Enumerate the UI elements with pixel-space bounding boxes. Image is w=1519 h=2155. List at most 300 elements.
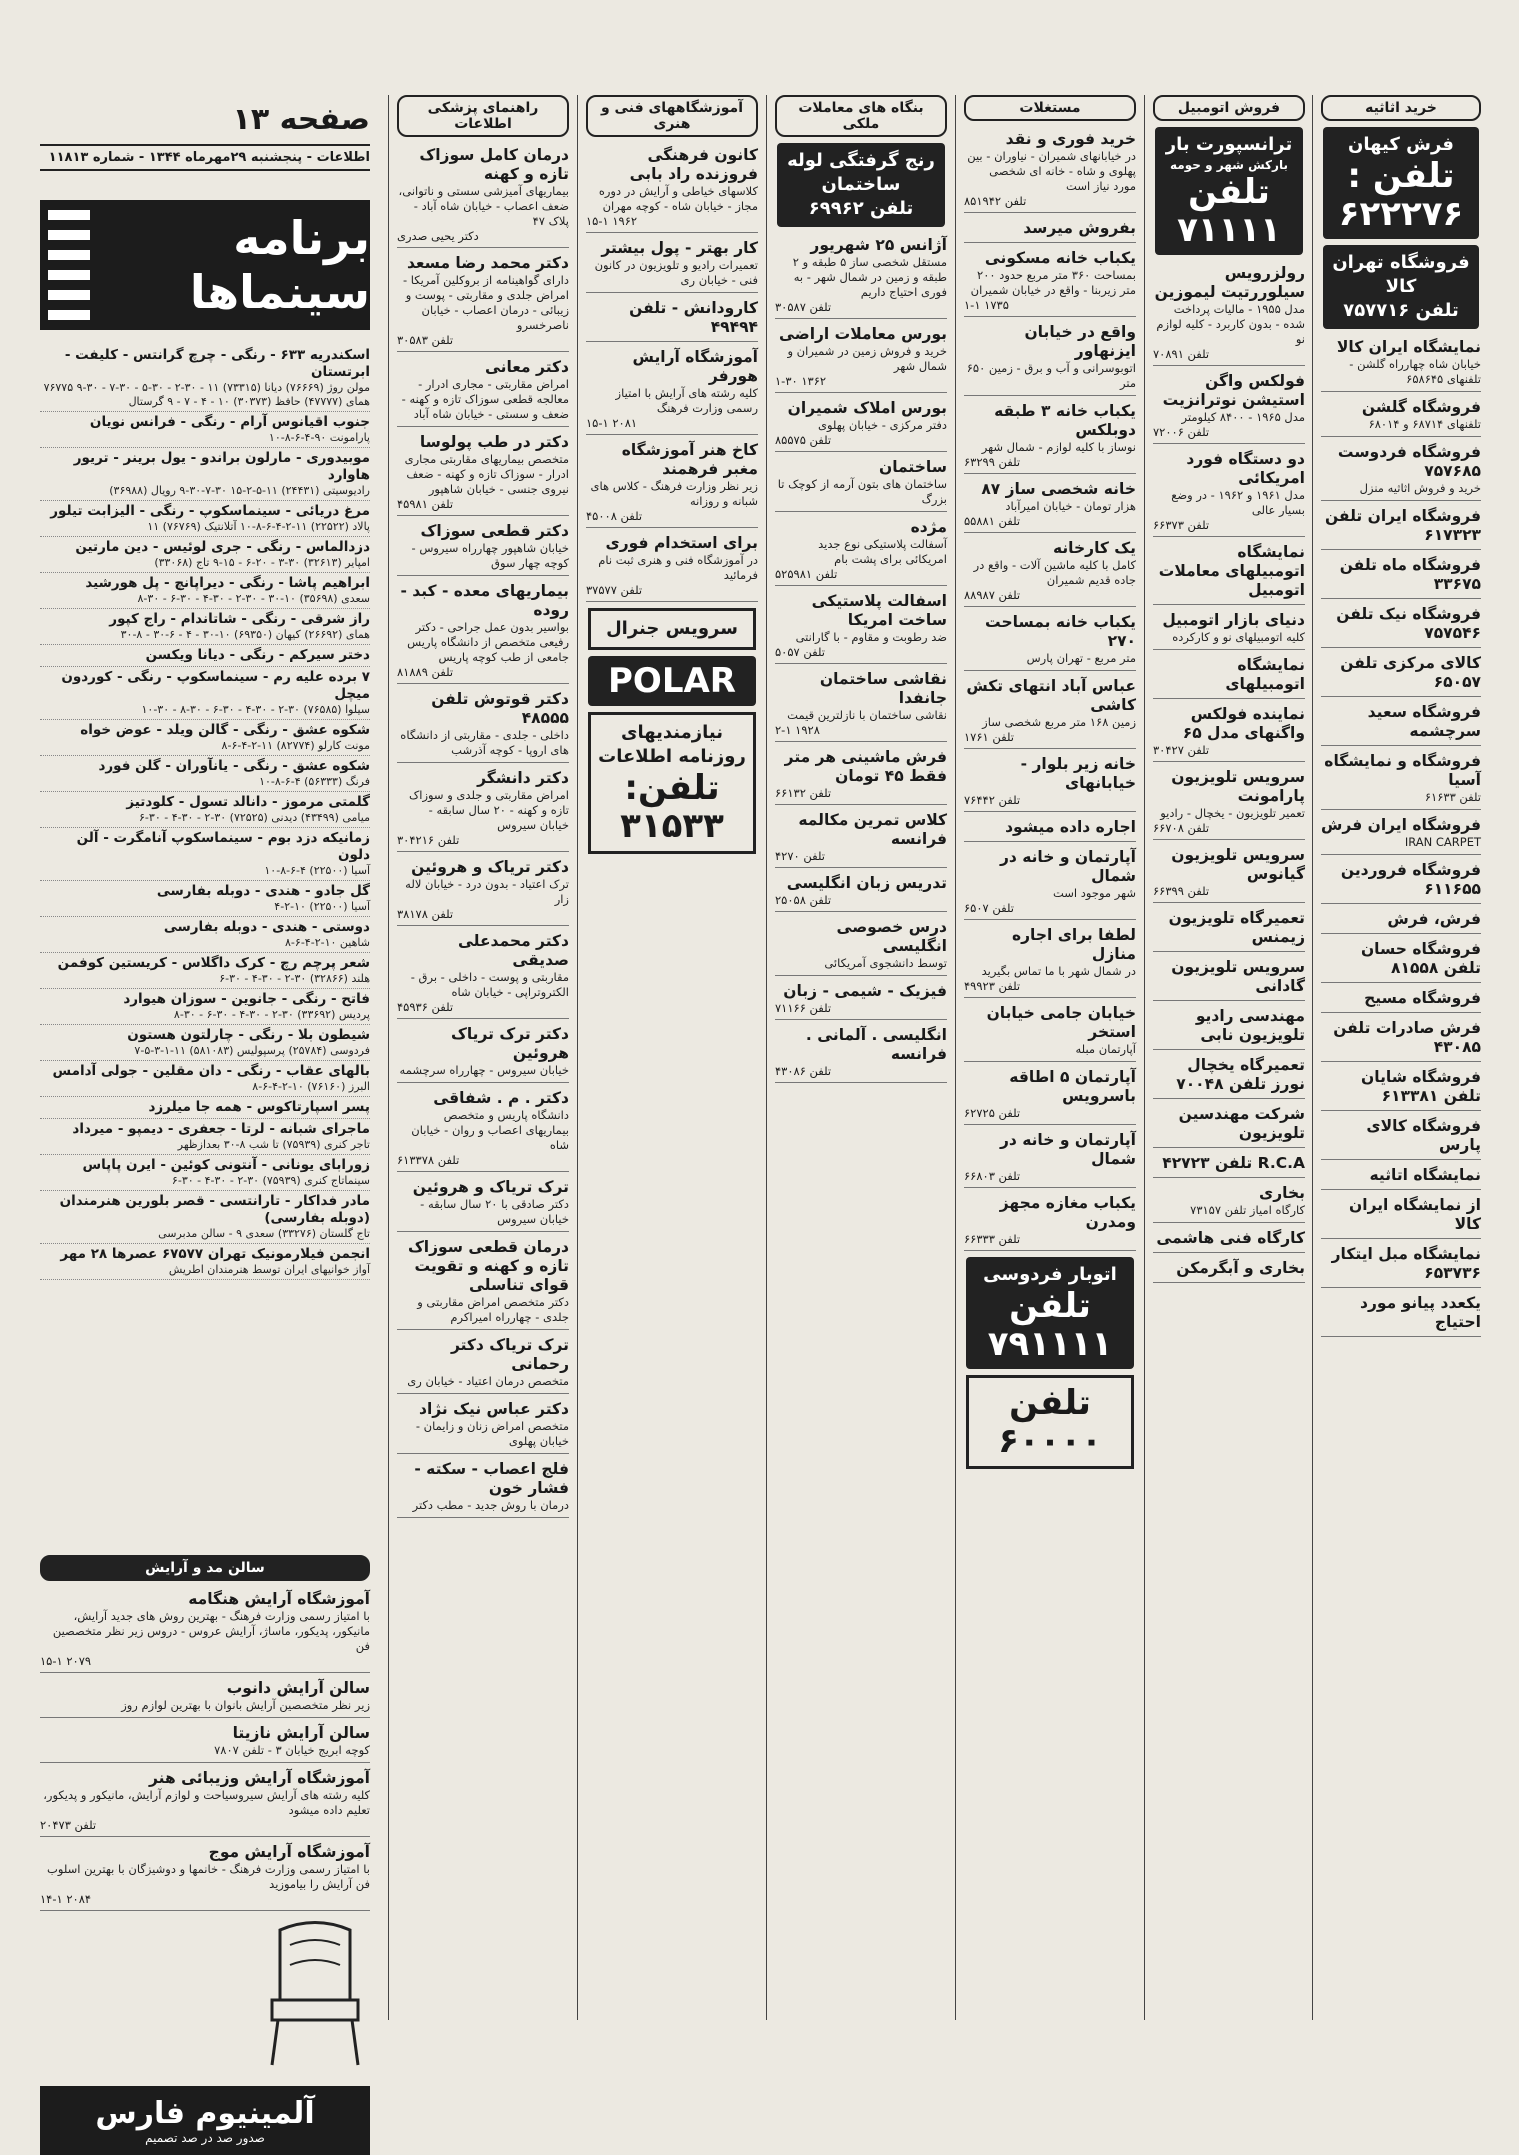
ad-title: یکباب مغازه مجهز ومدرن: [999, 1194, 1136, 1231]
ferdowsi-name: اتوبار فردوسی: [983, 1264, 1117, 1285]
carpet-ad: [1323, 127, 1479, 239]
classified-ad: [1153, 1226, 1305, 1253]
classified-ad: [1153, 369, 1305, 444]
ad-contact: تلفن ۳۰۵۸۳: [397, 333, 454, 347]
classified-ad: [586, 345, 758, 435]
classified-ad: [775, 396, 947, 452]
ad-title: آموزشگاه آرایش موج: [208, 1843, 370, 1861]
cinema-entry: [40, 756, 370, 792]
ad-title: کاخ هنر آموزشگاه مغبر فرهمند: [621, 441, 758, 478]
ad-title: ترک تریاک و هروئین: [412, 1178, 569, 1196]
classified-ad: [1153, 765, 1305, 840]
classified-ad: [1321, 335, 1481, 392]
ad-body: متخصص امراض زنان و زایمان - خیابان پهلوی: [415, 1419, 569, 1448]
ad-body: مدل ۱۹۶۱ و ۱۹۶۲ - در وضع بسیار عالی: [1171, 488, 1305, 517]
ad-body: در شمال شهر با ما تماس بگیرید: [981, 964, 1136, 978]
cinema-schedule: آسیا (۲۲۵۰۰) ۴-۶-۸-۱۰: [264, 864, 370, 877]
classified-ad: [586, 438, 758, 528]
classified-ad: [964, 536, 1136, 607]
roof-ad: [777, 143, 945, 227]
ad-contact: تلفن ۵۲۵۹۸۱: [775, 567, 838, 581]
ad-body: داخلی - جلدی - مقاربتی از دانشگاه های اروپا - کوچه آذرشب: [400, 728, 569, 757]
classified-ad: [1153, 1053, 1305, 1099]
classified-ad: [1321, 1193, 1481, 1239]
ad-contact: تلفن ۷۱۱۶۶: [775, 1001, 832, 1015]
ad-contact: تلفن ۸۸۹۸۷: [964, 588, 1021, 602]
cinema-entry: [40, 917, 370, 953]
ad-title: درس خصوصی انگلیسی: [836, 918, 947, 955]
ad-title: کلاس تمرین مکالمه فرانسه: [798, 811, 947, 848]
classified-ad: [1321, 1114, 1481, 1160]
ad-title: فرش ماشینی هر متر فقط ۴۵ تومان: [784, 748, 947, 785]
cinema-entry: [40, 1061, 370, 1097]
ad-title: نمایشگاه اتومبیلهای: [1225, 656, 1305, 693]
ad-title: مهندسی رادیو تلویزیون نابی: [1195, 1007, 1305, 1044]
ad-body: کامل با کلیه ماشین آلات - واقع در جاده قدیم شمیران: [973, 558, 1136, 587]
classified-ad: [1153, 261, 1305, 366]
transport-ad: [1155, 127, 1303, 255]
classified-ad: [964, 246, 1136, 317]
classified-ad: [397, 251, 569, 352]
cinema-film-name: زورابای یونانی - آنتونی کوئین - ایرن پاپاس: [82, 1157, 370, 1173]
transport-sub: بارکش شهر و حومه: [1170, 158, 1288, 172]
classified-ad: [1321, 440, 1481, 501]
ad-contact: تلفن ۸۵۱۹۴۲: [964, 194, 1027, 208]
classified-ad: [1153, 702, 1305, 762]
salon-ad: [40, 1721, 370, 1763]
classified-ad: [775, 915, 947, 976]
ad-contact: تلفن ۳۰۴۲۷: [1153, 743, 1210, 757]
classified-ad: [1321, 858, 1481, 904]
ad-title: آموزشگاه آرایش هنگامه: [188, 1590, 370, 1608]
ad-body: ترک اعتیاد - بدون درد - خیابان لاله زار: [405, 877, 569, 906]
tehran-kala-ad: [1323, 245, 1479, 329]
cinema-entry: [40, 1119, 370, 1155]
classified-ad: [397, 687, 569, 763]
cinema-entry: [40, 345, 370, 412]
ad-title: نمایشگاه ایران کالا: [1336, 338, 1481, 356]
classified-ad: [397, 1086, 569, 1172]
ad-title: مژده: [910, 518, 947, 536]
column-header: راهنمای پزشکی اطلاعات: [397, 95, 569, 137]
tehran-kala-phone: تلفن ۷۵۷۷۱۶: [1343, 300, 1459, 321]
ad-contact: تلفن ۲۰۴۷۳: [40, 1818, 97, 1832]
ad-body: خیابان سیروس - چهارراه سرچشمه: [399, 1063, 569, 1077]
ad-title: سالن آرایش دانوب: [226, 1679, 370, 1697]
cinema-film-name: ۷ برده علیه رم - سینماسکوپ - رنگی - کوردون میچل: [61, 669, 370, 702]
classified-ad: [964, 1128, 1136, 1188]
cinema-schedule: البرز (۷۶۱۶۰) ۱۰-۲-۴-۶-۸: [252, 1080, 370, 1093]
ad-title: کانون فرهنگی فروزنده راد بابی: [629, 146, 758, 183]
cinema-title: برنامه سینماها: [189, 211, 370, 319]
ad-title: خیابان جامی خیابان استخر: [986, 1004, 1136, 1041]
chair-icon: [260, 1920, 370, 2070]
ad-title: کار بهتر - پول بیشتر: [601, 239, 758, 257]
ad-body: کارگاه امیاز تلفن ۷۳۱۵۷: [1190, 1203, 1305, 1217]
ad-title: خانه زیر بلوار - خیابانهای: [1020, 755, 1136, 792]
classified-ad: [397, 579, 569, 684]
classified-ad: [964, 127, 1136, 213]
salon-section: [40, 1555, 370, 2145]
classified-ad: [1153, 1181, 1305, 1223]
ad-body: کوچه ابریج خیابان ۳ - تلفن ۷۸۰۷: [214, 1743, 370, 1757]
ad-title: اسفالت پلاستیکی ساخت امریکا: [811, 592, 947, 629]
cinema-film-name: موبیدوری - مارلون براندو - یول برینر - تریور هاوارد: [73, 450, 370, 483]
ad-title: درمان قطعی سوزاک تازه و کهنه و تقویت قوای تناسلی: [407, 1238, 569, 1294]
ad-title: ساختمان: [878, 458, 947, 476]
ad-title: دکتر محمدعلی صدیقی: [457, 932, 569, 969]
ad-body: دفتر مرکزی - خیابان پهلوی: [817, 418, 947, 432]
ad-title: دکتر قطعی سوزاک: [420, 522, 569, 540]
ad-title: فیزیک - شیمی - زبان: [783, 982, 947, 1000]
cinema-film-name: شکوه عشق - رنگی - گالن ویلد - عوض خواه: [80, 722, 370, 738]
cinema-schedule: سیلوا (۷۶۵۸۵) ۳۰-۲ - ۳۰-۴ - ۳۰-۶ - ۳۰-۸ - ۳۰-۱۰: [141, 703, 370, 716]
ad-body: امراض مقاربتی - مجاری ادرار - معالجه قطعی سوزاک تازه و کهنه - ضعف و سستی - خیابان شاه آباد: [401, 377, 569, 421]
ad-title: یکباب خانه بمساحت ۲۷۰: [985, 613, 1136, 650]
ad-body: متخصص درمان اعتیاد - خیابان ری: [407, 1374, 569, 1388]
ad-body: تعمیر تلویزیون - یخچال - رادیو: [1160, 806, 1305, 820]
classified-ad: [397, 855, 569, 926]
classified-ad: [586, 296, 758, 342]
classified-ad: [1321, 907, 1481, 934]
classified-ad: [1153, 1004, 1305, 1050]
cinema-film-name: دوستی - هندی - دوبله بفارسی: [163, 919, 370, 935]
ad-title: فروشگاه فروردین ۶۱۱۶۵۵: [1340, 861, 1481, 898]
classified-ad: [964, 1065, 1136, 1125]
ad-title: رولزرویس سیلوررتیت لیموزین: [1154, 264, 1305, 301]
cinema-schedule: تاجر کنری (۷۵۹۳۹) تا شب ۸-۳۰ بعدازظهر: [177, 1138, 370, 1151]
big-phone-ad: [966, 1375, 1134, 1469]
masthead: [40, 100, 370, 171]
ad-body: بیماریهای آمیزشی سستی و ناتوانی، ضعف اعصاب - خیابان شاه آباد - پلاک ۴۷: [398, 184, 569, 228]
ad-body: درمان با روش جدید - مطب دکتر: [412, 1498, 569, 1512]
cinema-entry: [40, 828, 370, 881]
cinema-entry: [40, 537, 370, 573]
ad-body: کلیه رشته های آرایش با امتیاز رسمی وزارت فرهنگ: [615, 386, 758, 415]
ad-contact: تلفن ۴۳۰۸۶: [775, 1064, 832, 1078]
ad-title: فروشگاه گلشن: [1361, 398, 1481, 416]
column-divider: [766, 95, 767, 2020]
column-divider: [1144, 95, 1145, 2020]
ad-contact: تلفن ۳۰۵۸۷: [775, 300, 832, 314]
classified-ad: [1153, 540, 1305, 605]
ad-body: اتوبوسرانی و آب و برق - زمین ۶۵۰ متر: [966, 361, 1136, 390]
big-phone: تلفن ۶۰۰۰۰: [998, 1383, 1102, 1461]
column-divider: [1312, 95, 1313, 2020]
ad-contact: تلفن ۳۷۵۷۷: [586, 583, 643, 597]
salon-ad: [40, 1587, 370, 1673]
ad-contact: تلفن ۶۱۳۳۷۸: [397, 1153, 460, 1167]
ad-body: مدل ۱۹۵۵ - مالیات پرداخت شده - بدون کاربرد - کلیه لوازم نو: [1156, 302, 1305, 346]
ad-title: کارگاه فنی هاشمی: [1156, 1229, 1305, 1247]
classified-ad: [397, 143, 569, 248]
cinema-listings: [40, 345, 370, 1545]
ad-title: عباس آباد انتهای تکش کاشی: [966, 677, 1136, 714]
cinema-entry: [40, 1097, 370, 1119]
ad-body: کلیه رشته های آرایش سیروسیاحت و لوازم آرایش، مانیکور و پدیکور، تعلیم داده میشود: [43, 1788, 370, 1817]
classified-ad: [1153, 447, 1305, 537]
classified-ad: [397, 1175, 569, 1232]
classified-ad: [1321, 395, 1481, 437]
ad-body: دکتر صادقی با ۲۰ سال سابقه - خیابان سیروس: [420, 1197, 569, 1226]
classified-ad: [1153, 653, 1305, 699]
classified-ad: [397, 1333, 569, 1394]
classified-ad: [1153, 1102, 1305, 1148]
cinema-schedule: پالاد (۲۲۵۲۲) ۱۱-۲-۴-۶-۸-۱۰ آتلانتیک (۷۶۷۶۹) ۱۱: [147, 520, 370, 533]
classified-ad: [964, 923, 1136, 998]
ad-title: فروشگاه ایران تلفن ۶۱۷۳۲۳: [1324, 507, 1481, 544]
classified-ad: [1321, 813, 1481, 855]
ad-contact: تلفن ۴۲۷۰: [775, 849, 825, 863]
cinema-film-name: بالهای عقاب - رنگی - دان مقلین - جولی آدامس: [52, 1063, 370, 1079]
classified-ad: [586, 236, 758, 293]
aluminum-ad: [40, 2086, 370, 2155]
ad-contact: تلفن ۶۲۷۲۵: [964, 1106, 1021, 1120]
cinema-schedule: پارامونت ۹۰-۴-۶-۸-۱۰: [268, 431, 370, 444]
ad-title: فروشگاه مسیح: [1364, 989, 1481, 1007]
ad-title: آژانس ۲۵ شهریور: [810, 236, 947, 254]
polar-ad: [588, 656, 756, 706]
classified-ad: [1153, 955, 1305, 1001]
ad-body: شهر موجود است: [1053, 886, 1136, 900]
general-name: سرویس جنرال: [606, 618, 738, 639]
ad-title: یکعدد پیانو مورد احتیاج: [1360, 1294, 1481, 1331]
classified-ad: [1321, 504, 1481, 550]
ad-contact: تلفن ۳۰۴۲۱۶: [397, 833, 460, 847]
ad-title: سرویس تلویزیون گادانی: [1171, 958, 1305, 995]
ad-title: دو دستگاه فورد امریکائی: [1186, 450, 1305, 487]
ad-contact: تلفن ۷۶۴۴۲: [964, 793, 1021, 807]
ad-title: سرویس تلویزیون گیانوس: [1171, 846, 1305, 883]
ad-body: کلیه اتومبیلهای نو و کارکرده: [1172, 630, 1305, 644]
ad-title: اجاره داده میشود: [1005, 818, 1136, 836]
column-medical: [392, 95, 574, 2025]
ad-body: خیابان شاه چهارراه گلشن - تلفنهای ۶۵۸۶۴۵: [1349, 357, 1481, 386]
classified-ad: [1153, 906, 1305, 952]
salon-ad: [40, 1840, 370, 1911]
classified-ad: [775, 871, 947, 912]
ad-title: دکتر محمد رضا مسعد: [406, 254, 569, 272]
classified-ad: [775, 322, 947, 393]
ad-body: در خیابانهای شمیران - نیاوران - بین پهلوی و شاه - خانه ای شخصی مورد نیاز است: [967, 149, 1136, 193]
cinema-film-name: ماجرای شبانه - لرتا - جعفری - دیمپو - میرداد: [72, 1121, 370, 1137]
ad-body: نوساز با کلیه لوازم - شمال شهر: [981, 440, 1136, 454]
cinema-entry: [40, 881, 370, 917]
needs-phone: تلفن: ۳۱۵۳۳: [620, 768, 724, 846]
cinema-schedule: فرنگ (۵۶۳۳۳) ۴-۶-۸-۱۰: [259, 775, 370, 788]
ad-title: آپارتمان و خانه در شمال: [999, 1131, 1136, 1168]
cinema-film-name: گل جادو - هندی - دوبله بفارسی: [156, 883, 370, 899]
ad-contact: تلفن ۱۷۶۱: [964, 730, 1014, 744]
ad-contact: تلفن ۸۵۵۷۵: [775, 433, 832, 447]
cinema-schedule: هلند (۳۲۸۶۶) ۳۰-۲ - ۳۰-۴ - ۳۰-۶: [219, 972, 370, 985]
ferdowsi-phone: تلفن ۷۹۱۱۱۱: [987, 1286, 1113, 1364]
cinema-banner: [40, 200, 370, 330]
ad-title: فرش، فرش: [1387, 910, 1481, 928]
ferdowsi-ad: [966, 1257, 1134, 1369]
ad-title: یکباب خانه ۳ طبقه دوبلکس: [994, 402, 1136, 439]
polar-name: POLAR: [608, 661, 736, 701]
column-cars: [1148, 95, 1310, 2025]
classified-ad: [964, 815, 1136, 842]
classified-ad: [1321, 1065, 1481, 1111]
classified-ad: [1153, 608, 1305, 650]
column-header: بنگاه های معاملات ملکی: [775, 95, 947, 137]
classified-ad: [775, 667, 947, 742]
ad-title: دکتر دانشگر: [477, 769, 569, 787]
ad-title: فلج اعصاب - سکته - فشار خون: [414, 1460, 569, 1497]
film-strip-icon: [48, 210, 90, 320]
classified-ad: [1321, 700, 1481, 746]
ad-title: یکباب خانه مسکونی: [984, 249, 1136, 267]
ad-contact: تلفن ۶۶۳۷۳: [1153, 518, 1210, 532]
cinema-film-name: فاتح - رنگی - جانوین - سوزان هیوارد: [123, 991, 370, 1007]
classified-ad: [397, 1457, 569, 1518]
carpet-name: فرش کیهان: [1348, 134, 1454, 155]
page-number: صفحه ۱۳: [232, 102, 370, 137]
ad-title: تدریس زبان انگلیسی: [786, 874, 947, 892]
ad-title: دکتر قوتوش تلفن ۴۸۵۵۵: [431, 690, 569, 727]
ad-contact: ۱-۱ ۱۷۳۵: [964, 298, 1009, 312]
cinema-entry: [40, 1025, 370, 1061]
classified-ad: [1153, 1256, 1305, 1283]
cinema-film-name: گلمتی مرموز - دانالد تسول - کلودتیز: [126, 794, 370, 810]
column-header: فروش اتومبیل: [1153, 95, 1305, 121]
cinema-film-name: جنوب اقیانوس آرام - رنگی - فرانس نویان: [89, 414, 370, 430]
column-furniture: [1316, 95, 1486, 2025]
ad-title: دکتر تریاک و هروئین: [411, 858, 569, 876]
column-divider: [388, 95, 389, 2020]
ad-title: سرویس تلویزیون پارامونت: [1171, 768, 1305, 805]
salon-ad: [40, 1766, 370, 1837]
classified-ad: [1321, 937, 1481, 983]
ad-title: تعمیرگاه یخچال نورز تلفن ۷۰۰۴۸: [1176, 1056, 1305, 1093]
ad-contact: تلفن ۴۵۹۸۱: [397, 497, 454, 511]
ad-title: شرکت مهندسین تلویزیون: [1178, 1105, 1305, 1142]
ad-body: خرید و فروش زمین در شمیران و شمال شهر: [787, 344, 947, 373]
cinema-entry: [40, 645, 370, 667]
ad-body: IRAN CARPET: [1404, 835, 1481, 849]
ad-title: فروشگاه شایان تلفن ۶۱۳۳۸۱: [1361, 1068, 1481, 1105]
ad-contact: تلفن ۵۵۸۸۱: [964, 514, 1021, 528]
classified-ad: [964, 477, 1136, 533]
ad-title: آپارتمان ۵ اطاقه باسرویس: [1009, 1068, 1136, 1105]
ad-title: کالای مرکزی تلفن ۶۵۰۵۷: [1340, 654, 1481, 691]
ad-contact: ۱۵-۱ ۲۰۷۹: [40, 1654, 92, 1668]
cinema-entry: [40, 501, 370, 537]
ad-body: زیر نظر متخصصین آرایش بانوان با بهترین لوازم روز: [121, 1698, 370, 1712]
classified-ad: [964, 399, 1136, 474]
carpet-phone: تلفن : ۶۲۲۲۷۶: [1338, 156, 1464, 234]
cinema-entry: [40, 1244, 370, 1280]
ad-title: آموزشگاه آرایش وزیبائی هنر: [149, 1769, 370, 1787]
cinema-entry: [40, 667, 370, 720]
cinema-film-name: مرغ دریائی - سینماسکوپ - رنگی - الیزابت تیلور: [50, 503, 370, 519]
ad-title: نمایشگاه اتاثیه: [1369, 1166, 1481, 1184]
ad-title: از نمایشگاه ایران کالا: [1349, 1196, 1481, 1233]
salon-header: سالن مد و آرایش: [40, 1555, 370, 1581]
ad-title: آموزشگاه آرایش هورفر: [632, 348, 758, 385]
aluminum-name: آلمینیوم فارس: [95, 2096, 315, 2131]
ad-title: دکتر عباس نیک نژاد: [419, 1400, 569, 1418]
classified-ad: [586, 143, 758, 233]
cinema-schedule: رادیوسیتی (۲۴۴۳۱) ۱۱-۵-۲-۱۵ ۳۰-۷-۳۰-۹ رویال (۳۶۹۸۸): [109, 484, 370, 497]
column-arts: [581, 95, 763, 2025]
ad-contact: ۱۵-۱ ۲۰۸۱: [586, 416, 638, 430]
cinema-entry: [40, 448, 370, 501]
ad-body: متر مربع - تهران پارس: [1026, 651, 1136, 665]
ad-contact: ۲-۱ ۱۹۲۸: [775, 723, 820, 737]
ad-contact: ۱-۳۰ ۱۳۶۲: [775, 374, 827, 388]
ad-title: واقع در خیابان ایزنهاور: [1024, 323, 1136, 360]
classified-ad: [775, 515, 947, 586]
ad-contact: تلفن ۶۶۳۳۳: [964, 1232, 1021, 1246]
ad-title: فروشگاه ایران فرش: [1321, 816, 1481, 834]
ad-title: دکتر . م . شفاقی: [433, 1089, 569, 1107]
ad-title: فرش صادرات تلفن ۴۳۰۸۵: [1333, 1019, 1481, 1056]
cinema-film-name: شکوه عشق - رنگی - یانآوران - گلن فورد: [98, 758, 370, 774]
ad-contact: دکتر یحیی صدری: [397, 229, 479, 243]
ad-body: توسط دانشجوی آمریکائی: [824, 956, 947, 970]
classified-ad: [964, 845, 1136, 920]
classified-ad: [397, 1022, 569, 1083]
ad-contact: ۱۴-۱ ۲۰۸۴: [40, 1892, 92, 1906]
ad-title: بخاری و آبگرمکن: [1176, 1259, 1305, 1277]
ad-body: زمین ۱۶۸ متر مربع شخصی ساز: [982, 715, 1136, 729]
ad-title: خرید فوری و نقد: [1005, 130, 1136, 148]
ad-contact: تلفن ۳۸۱۷۸: [397, 907, 454, 921]
cinema-schedule: امپایر (۳۲۶۱۳) ۳۰-۳ - ۲۰-۶ - ۱۵-۹ تاج (۳۳۰۶۸): [154, 556, 370, 569]
salon-ads: [40, 1587, 370, 1911]
classified-ad: [1321, 986, 1481, 1013]
column-divider: [955, 95, 956, 2020]
ad-body: با امتیاز رسمی وزارت فرهنگ - خانمها و دوشیزگان با بهترین اسلوب فن آرایش را بیاموزید: [47, 1862, 370, 1891]
classified-ad: [1321, 651, 1481, 697]
cinema-film-name: دختر سیرکم - رنگی - دیانا ویکسن: [145, 647, 370, 663]
ad-title: دکتر معانی: [484, 358, 569, 376]
cinema-schedule: مونت کارلو (۸۲۷۷۴) ۱۱-۲-۴-۶-۸: [221, 739, 370, 752]
ad-contact: تلفن ۲۵۰۵۸: [775, 893, 832, 907]
ad-title: ترک تریاک دکتر رحمانی: [450, 1336, 569, 1373]
ad-title: بورس املاک شمیران: [787, 399, 947, 417]
cinema-entry: [40, 792, 370, 828]
ad-body: مستقل شخصی ساز ۵ طبقه و ۲ طبقه و زمین در شمال شهر - به فوری احتیاج داریم: [792, 255, 947, 299]
ad-contact: تلفن ۶۶۸۰۳: [964, 1169, 1021, 1183]
classified-ad: [397, 355, 569, 427]
ad-body: نقاشی ساختمان با نازلترین قیمت: [787, 708, 947, 722]
cinema-film-name: ابراهیم پاشا - رنگی - دیراپانچ - پل هورشید: [85, 575, 370, 591]
ad-title: نمایشگاه اتومبیلهای معاملات اتومبیل: [1158, 543, 1305, 599]
ad-title: سالن آرایش نازیتا: [232, 1724, 370, 1742]
ad-body: ضد رطوبت و مقاوم - با گارانتی: [795, 630, 947, 644]
ad-title: بخاری: [1259, 1184, 1305, 1202]
column-header: خرید اثاثیه: [1321, 95, 1481, 121]
transport-phone: تلفن ۷۱۱۱۱: [1177, 172, 1281, 250]
classified-ad: [397, 766, 569, 852]
needs-ad: [588, 712, 756, 854]
classified-ad: [964, 610, 1136, 671]
ad-title: بفروش میرسد: [1023, 219, 1136, 237]
needs-title: نیازمندیهای روزنامه اطلاعات: [598, 722, 746, 767]
classified-ad: [775, 589, 947, 664]
ad-title: دکتر در طب پولوسا: [419, 433, 569, 451]
ad-contact: تلفن ۶۶۳۹۹: [1153, 884, 1210, 898]
ad-body: هزار تومان - خیابان امیرآباد: [1005, 499, 1136, 513]
cinema-schedule: آسیا (۲۲۵۰۰) ۱۰-۲-۴: [274, 900, 370, 913]
column-realestate: [959, 95, 1141, 2025]
ad-body: آسفالت پلاستیکی نوع جدید امریکائی برای پشت بام: [818, 537, 947, 566]
ad-body: تلفنهای ۶۸۷۱۴ و ۶۸۰۱۴: [1368, 417, 1481, 431]
